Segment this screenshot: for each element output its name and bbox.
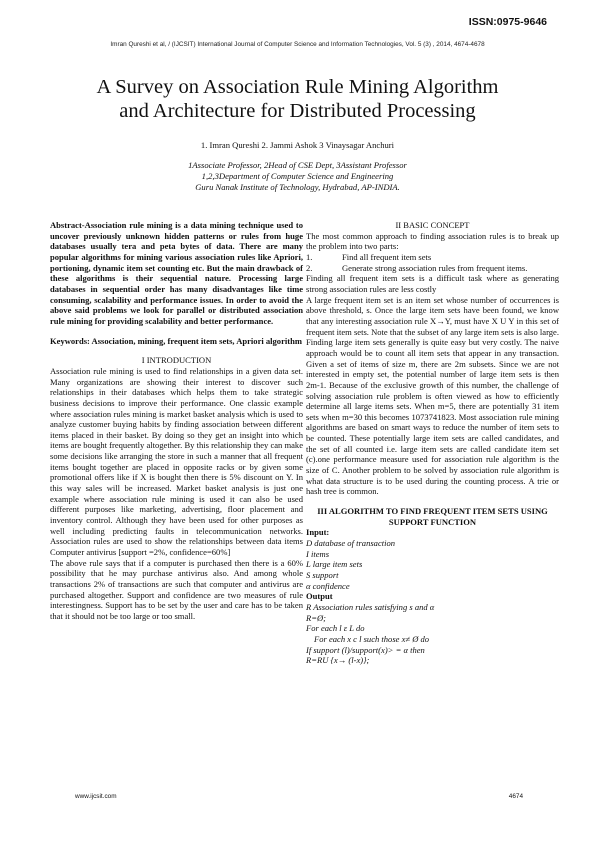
algorithm-line: R=RU {x→ (l-x)}; — [306, 655, 370, 666]
list-item-number: 1. — [306, 251, 313, 262]
algorithm-line: For each x c l such those x≠ Ø do — [314, 633, 430, 644]
authors: 1. Imran Qureshi 2. Jammi Ashok 3 Vinaysagar Anchuri — [200, 140, 395, 150]
basic-concept-paragraph-2: Finding all frequent item sets is a difficult task where as generating strong association rules are less costly — [306, 273, 559, 294]
algorithm-line: For each l ε L do — [306, 623, 365, 634]
abstract: Abstract-Association rule mining is a data mining technique used to uncover previously unknown hidden patterns or rules from huge databases usually tera and peta bytes of data. There are many popular algorithms for mining various association rules like Apriori, portioning, dynamic item set counting etc. But the main drawback of these algorithms is their sequential nature. Processing large databases in sequential order has many disadvantages like time consuming, scalability and performance issues. In order to avoid the above said problems we look for parallel or distributed association rule mining for providing scalability and better performance. — [50, 220, 303, 326]
algorithm-line: I items — [306, 548, 330, 559]
basic-concept-paragraph-3: A large frequent item set is an item set whose number of occurrences is above threshold, s. Once the large item sets have been found, we know that any interesting association rule X→Y, must have X U Y in this set of frequent item sets. Note that the subset of any large item sets is also large. Finding large item sets generally is quite easy but very costly. The naive approach would be to count all item sets that appear in any transaction. Given a set of items of size m, there are 2m subsets. Since we are not interested in empty set, the potential number of large item sets is then 2m-1. Because of the exclusive growth of this number, the challenge of solving association rule problem is often viewed as how to efficiently determine all large items sets. When m=5, there are potentially 31 item sets when m=30 this becomes 1073741823. Most association rule mining algorithms are based on smart ways to reduce the number of item sets to be counted. These potentially large item sets are called candidates, and the set of all counted i.e. large item sets are called candidate item set (c).one performance measure used for association rule algorithm is the size of C. Another problem to be solved by association rule algorithm is what data structure is to be used during the counting process. A trie or hash tree is common. — [306, 294, 559, 497]
algorithm-output-label: Output — [306, 591, 333, 602]
algorithm-line: If support (l)/support(x)> = α then — [306, 644, 425, 655]
algorithm-line: α confidence — [306, 580, 350, 591]
page-number: 4674 — [508, 793, 523, 800]
algorithm-line: S support — [306, 570, 339, 580]
journal-header: Imran Qureshi et al, / (IJCSIT) International Journal of Computer Science and Information Technologies, Vol. 5 (3) , 2014, 4674-4678 — [110, 41, 485, 48]
introduction-paragraph-2: The above rule says that if a computer is purchased then there is a 60% possibility that he may purchase antivirus also. And among whole transactions 2% of transactions are such that computer and antivirus are purchased altogether. Support and confidence are two measures of rule interestingness. Support has to be set by the user and care has to be taken that it should not be too large or too small. — [50, 557, 303, 621]
algorithm-line: R=Ø; — [306, 612, 327, 623]
affiliation-line-2: 1,2,3Department of Computer Science and Engineering — [201, 171, 394, 181]
list-item-text: Generate strong association rules from frequent items. — [342, 262, 528, 273]
title-line-1: A Survey on Association Rule Mining Algorithm — [96, 76, 499, 98]
list-item — [306, 263, 559, 274]
algorithm-line: R Association rules satisfying s and α — [306, 601, 435, 612]
list-item-number: 2. — [306, 262, 313, 273]
section-heading-introduction: I INTRODUCTION — [141, 355, 212, 366]
title-line-2: and Architecture for Distributed Processing — [119, 100, 476, 122]
section-heading-algorithm-line-1: III ALGORITHM TO FIND FREQUENT ITEM SETS USING — [317, 506, 548, 517]
affiliation-line-3: Guru Nanak Institute of Technology, Hydrabad, AP-INDIA. — [195, 182, 400, 192]
algorithm-line: L large item sets — [306, 559, 363, 570]
issn-label: ISSN:0975-9646 — [468, 16, 547, 28]
section-heading-algorithm-line-2: SUPPORT FUNCTION — [388, 516, 477, 527]
left-column — [50, 220, 303, 622]
paper-title — [30, 75, 565, 123]
algorithm-line: D database of transaction — [306, 538, 396, 549]
introduction-paragraph-1: Association rule mining is used to find relationships in a given data set. Many organizations are showing their interest to discover such relationships in their databases which helps them to take strategic business decisions to improve their performance. One classic example where association rules mining is market basket analysis which is used to analyze customer buying habits by finding association between different items placed in their basket. By doing so they get an insight into which items are bought frequently altogether. By this relationship they can make some decisions like arranging the store in such a manner that all frequent items bought together are placed in opposite racks or by given some promotional offers like if X is bought then there is 5% discount on Y. In this way sales will be increased. Market basket analysis is just one example where association rule mining is used it can also be used different purposes like marketing, advertising, floor placement and inventory control. Although they have been used for other purposes as well including predicting faults in telecommunication networks. Association rules are used to show the relationships between data items Computer antivirus [support =2%, confidence=60%] — [50, 365, 303, 558]
list-item-text: Find all frequent item sets — [342, 251, 432, 262]
algorithm-input-label: Input: — [306, 527, 330, 538]
keywords: Keywords: Association, mining, frequent item sets, Apriori algorithm — [50, 335, 302, 346]
section-heading-basic-concept: II BASIC CONCEPT — [395, 220, 470, 230]
footer-url: www.ijcsit.com — [75, 793, 117, 800]
right-column — [306, 220, 559, 666]
list-item — [306, 252, 559, 263]
affiliation-line-1: 1Associate Professor, 2Head of CSE Dept, 3Assistant Professor — [188, 160, 407, 170]
basic-concept-paragraph-1: The most common approach to finding association rules is to break up the problem into two parts: — [306, 230, 559, 252]
affiliation — [0, 160, 595, 193]
